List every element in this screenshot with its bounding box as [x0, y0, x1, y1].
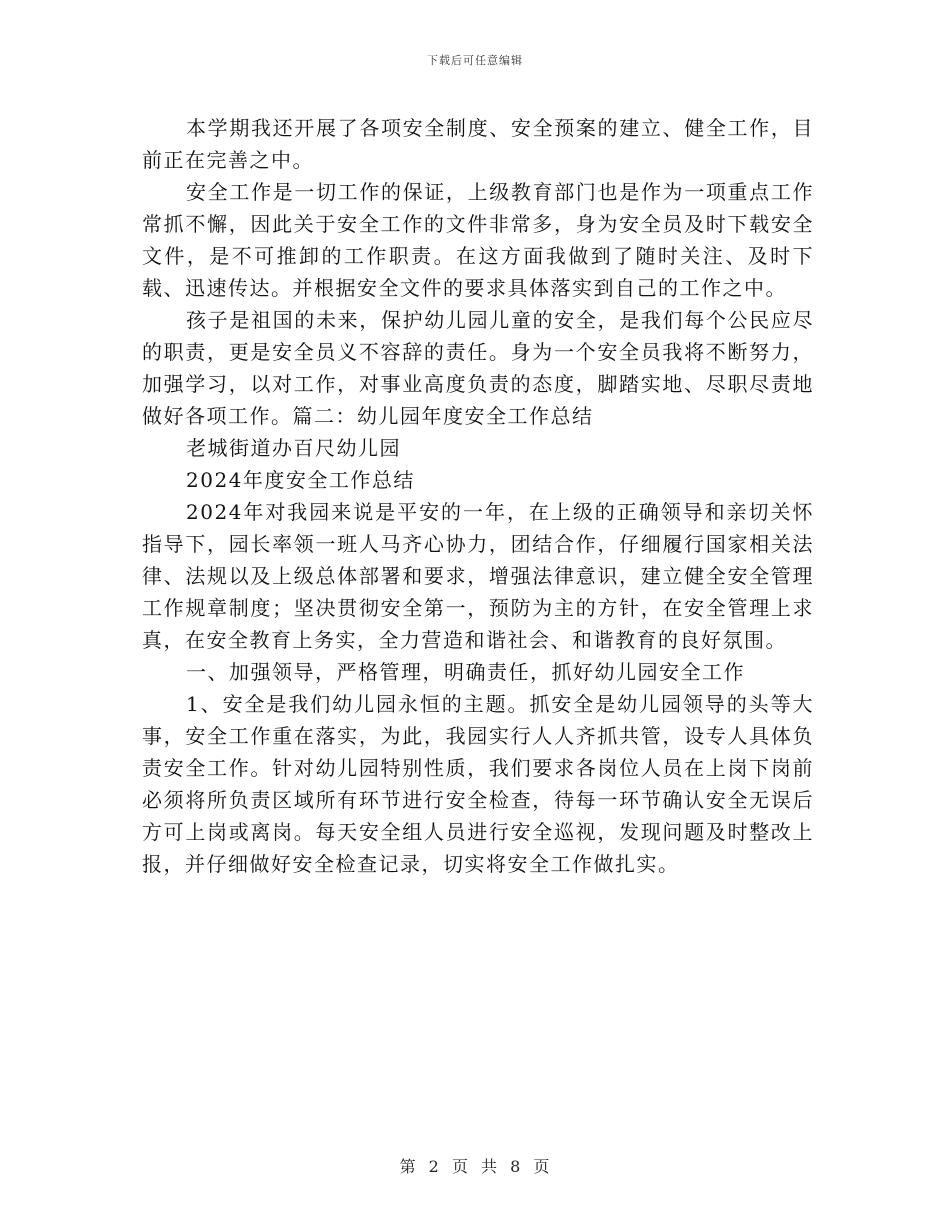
document-body [142, 112, 814, 880]
paragraph: 2024年度安全工作总结 [186, 468, 415, 492]
paragraph: 2024年对我园来说是平安的一年，在上级的正确领导和亲切关怀指导下，园长率领一班人马齐心协力，团结合作，仔细履行国家相关法律、法规以及上级总体部署和要求，增强法律意识，建立健全安全管理工作规章制度；坚决贯彻安全第一，预防为主的方针，在安全管理上求真，在安全教育上务实，全力营造和谐社会、和谐教育的良好氛围。 [142, 500, 814, 652]
paragraph: 本学期我还开展了各项安全制度、安全预案的建立、健全工作，目前正在完善之中。 [142, 116, 814, 172]
paragraph: 1、安全是我们幼儿园永恒的主题。抓安全是幼儿园领导的头等大事，安全工作重在落实，为此，我园实行人人齐抓共管，设专人具体负责安全工作。针对幼儿园特别性质，我们要求各岗位人员在上岗下岗前必须将所负责区域所有环节进行安全检查，待每一环节确认安全无误后方可上岗或离岗。每天安全组人员进行安全巡视，发现问题及时整改上报，并仔细做好安全检查记录，切实将安全工作做扎实。 [142, 692, 814, 876]
paragraph: 安全工作是一切工作的保证，上级教育部门也是作为一项重点工作常抓不懈，因此关于安全工作的文件非常多，身为安全员及时下载安全文件，是不可推卸的工作职责。在这方面我做到了随时关注、及时下载、迅速传达。并根据安全文件的要求具体落实到自己的工作之中。 [142, 180, 814, 300]
paragraph: 老城街道办百尺幼儿园 [186, 436, 401, 460]
section-heading: 一、加强领导，严格管理，明确责任，抓好幼儿园安全工作 [186, 660, 745, 684]
page-header-note: 下载后可任意编辑 [427, 54, 523, 67]
paragraph: 孩子是祖国的未来，保护幼儿园儿童的安全，是我们每个公民应尽的职责，更是安全员义不容辞的责任。身为一个安全员我将不断努力，加强学习，以对工作，对事业高度负责的态度，脚踏实地、尽职尽责地做好各项工作。篇二：幼儿园年度安全工作总结 [142, 308, 814, 428]
page-number-footer: 第 2 页 共 8 页 [399, 1157, 551, 1176]
